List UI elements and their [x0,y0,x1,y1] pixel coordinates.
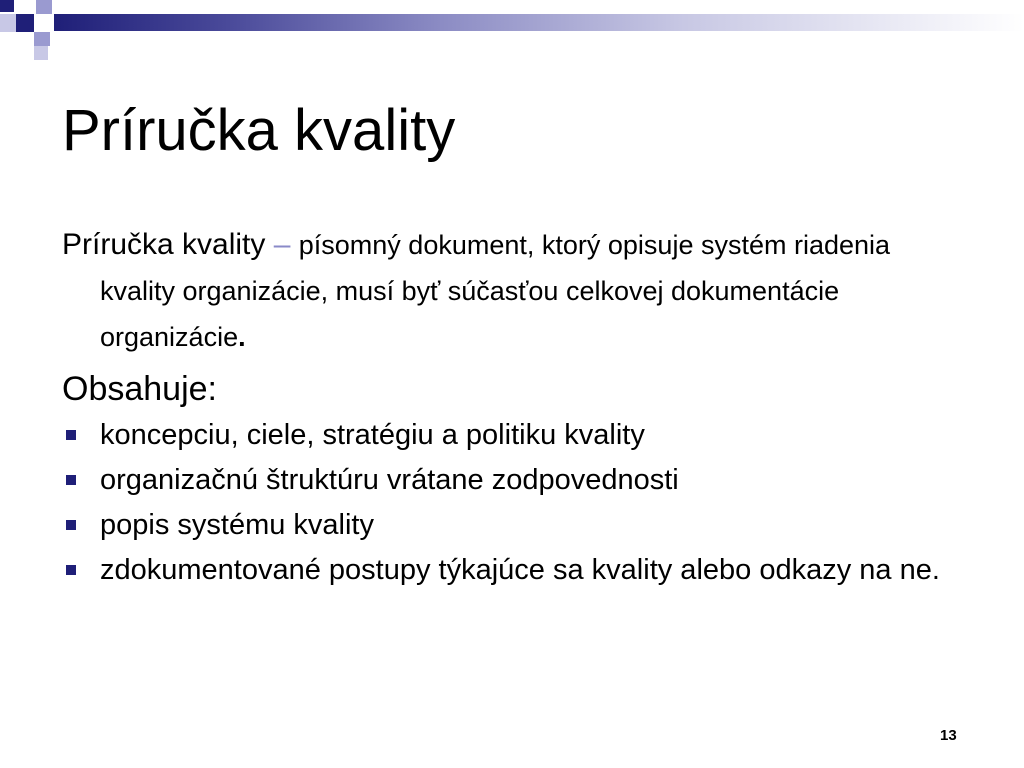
decor-square [14,0,36,14]
definition-paragraph [62,222,962,360]
bullet-square-icon [66,520,76,530]
contains-label: Obsahuje: [62,370,217,408]
decor-square [16,32,34,46]
list-item [62,506,962,545]
bullet-square-icon [66,565,76,575]
definition-end: . [238,322,246,352]
definition-term: Príručka kvality [62,228,266,261]
decor-square [16,14,34,32]
bullet-text: koncepciu, ciele, stratégiu a politiku kvality [100,419,645,451]
decor-square [0,14,16,32]
list-item [62,551,962,590]
header-gradient-bar [54,14,1024,31]
definition-dash: – [273,228,291,261]
bullet-square-icon [66,475,76,485]
decor-square [34,46,48,60]
list-item [62,461,962,500]
definition-text: písomný dokument, ktorý opisuje systém riadenia kvality organizácie, musí byť súčasťou celkovej dokumentácie organizácie [100,230,891,352]
bullet-text: popis systému kvality [100,509,374,541]
bullet-list [62,416,962,590]
bullet-square-icon [66,430,76,440]
decor-square [34,32,50,46]
slide-title: Príručka kvality [62,98,456,163]
decor-square [36,0,52,14]
bullet-text: organizačnú štruktúru vrátane zodpovednosti [100,464,679,496]
slide-content [62,222,962,596]
page-number: 13 [940,727,957,744]
bullet-text: zdokumentované postupy týkajúce sa kvality alebo odkazy na ne. [100,554,940,586]
decor-square [34,14,52,32]
decor-square [0,0,14,12]
list-item [62,416,962,455]
